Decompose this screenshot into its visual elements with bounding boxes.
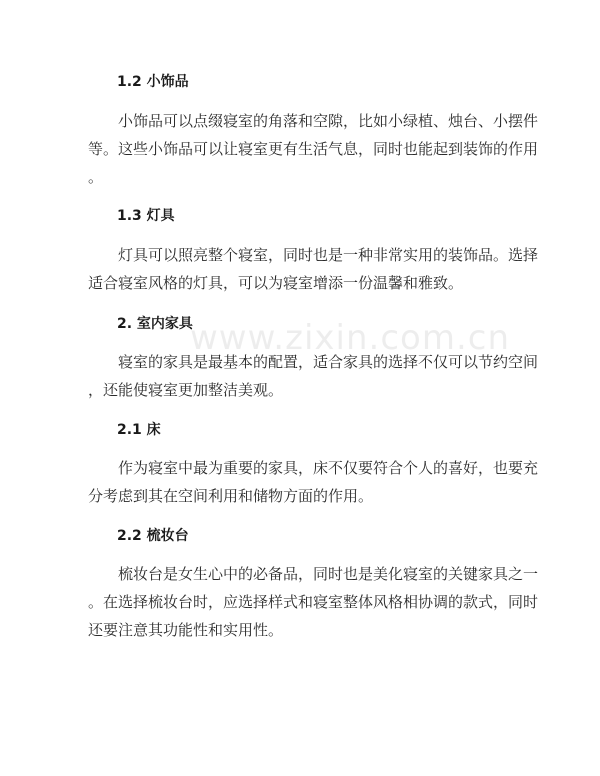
section-heading-1-3: 1.3 灯具 <box>117 208 175 224</box>
paragraph-line: 分考虑到其在空间利用和储物方面的作用。 <box>88 487 374 505</box>
section-paragraph-2 <box>88 348 539 404</box>
section-heading-2: 2. 室内家具 <box>117 316 193 332</box>
paragraph-line: 等。这些小饰品可以让寝室更有生活气息，同时也能起到装饰的作用 <box>88 140 539 158</box>
section-paragraph-1-2 <box>88 107 539 191</box>
watermark-text: www.zixin.com.cn <box>190 318 510 358</box>
paragraph-line: 作为寝室中最为重要的家具，床不仅要符合个人的喜好，也要充 <box>118 459 539 477</box>
paragraph-line: 梳妆台是女生心中的必备品，同时也是美化寝室的关键家具之一 <box>118 565 539 583</box>
paragraph-line: 。在选择梳妆台时，应选择样式和寝室整体风格相协调的款式，同时 <box>88 593 539 611</box>
paragraph-line: 还要注意其功能性和实用性。 <box>88 621 284 639</box>
section-heading-2-1: 2.1 床 <box>117 422 161 438</box>
paragraph-line: 适合寝室风格的灯具，可以为寝室增添一份温馨和雅致。 <box>88 274 464 292</box>
paragraph-line: 灯具可以照亮整个寝室，同时也是一种非常实用的装饰品。选择 <box>118 246 539 264</box>
section-paragraph-1-3 <box>88 241 539 297</box>
section-paragraph-2-2 <box>88 560 539 644</box>
section-heading-2-2: 2.2 梳妆台 <box>117 528 189 544</box>
paragraph-line: 小饰品可以点缀寝室的角落和空隙，比如小绿植、烛台、小摆件 <box>118 112 539 130</box>
paragraph-line: 。 <box>88 168 104 186</box>
section-paragraph-2-1 <box>88 454 539 510</box>
paragraph-line: 寝室的家具是最基本的配置，适合家具的选择不仅可以节约空间 <box>118 353 539 371</box>
paragraph-line: ，还能使寝室更加整洁美观。 <box>88 381 284 399</box>
section-heading-1-2: 1.2 小饰品 <box>117 74 189 90</box>
